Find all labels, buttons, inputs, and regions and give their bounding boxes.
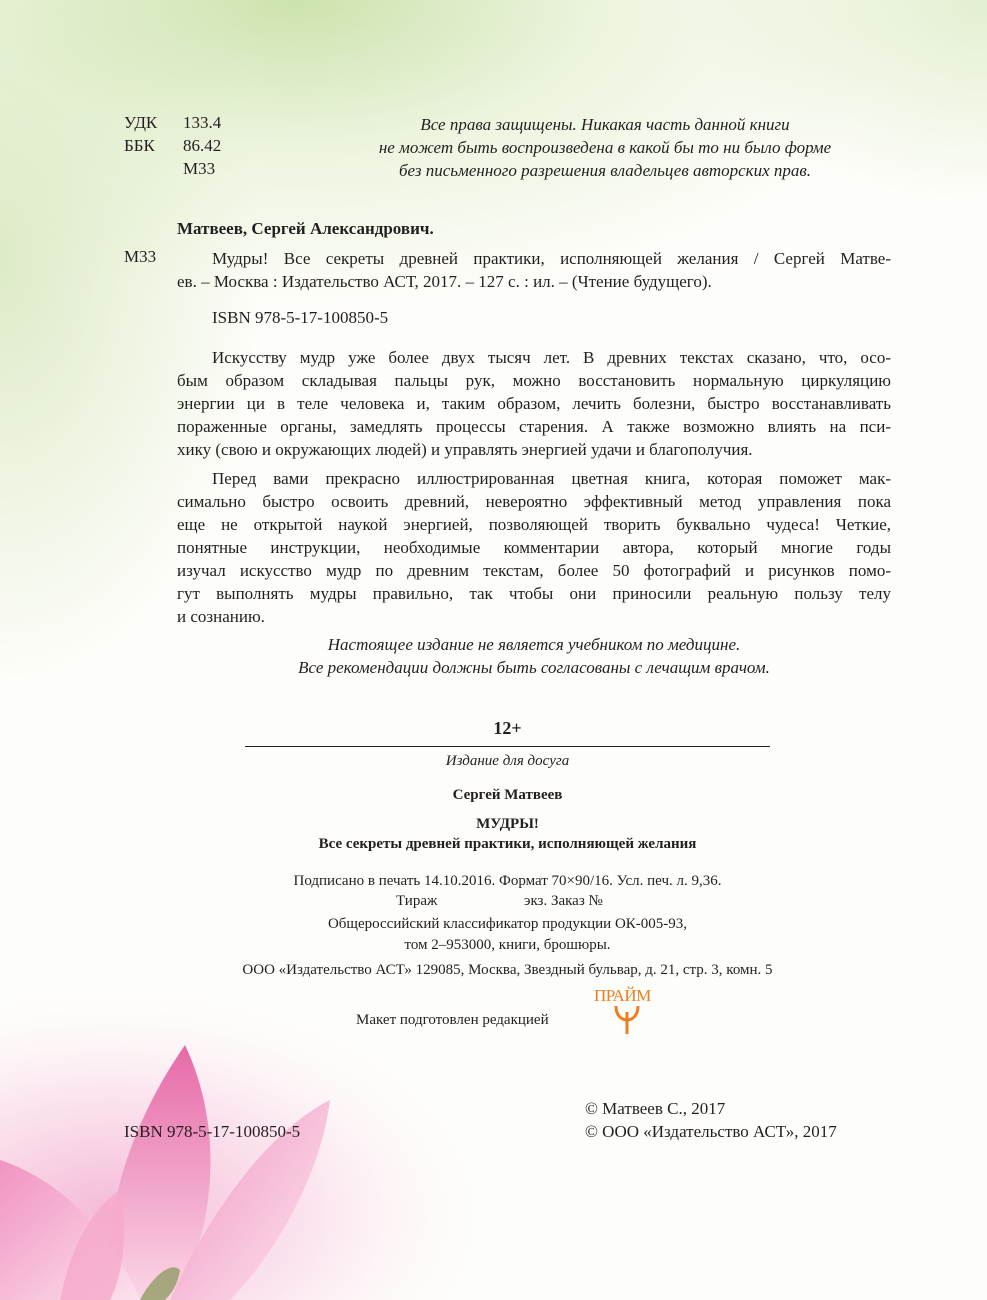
- abstract-paragraph-2: [177, 467, 891, 628]
- classifier-line-2: том 2–953000, книги, брошюры.: [404, 937, 611, 953]
- catalog-isbn: ISBN 978-5-17-100850-5: [212, 308, 389, 327]
- udk-label: УДК: [124, 113, 158, 132]
- imprint-subtitle: Все секреты древней практики, исполняющей желания: [318, 836, 697, 852]
- text-line: Перед вами прекрасно иллюстрированная цветная книга, которая поможет мак-: [212, 469, 891, 488]
- trident-icon: [612, 1004, 642, 1036]
- edition-type: Издание для досуга: [445, 753, 570, 769]
- author-heading: Матвеев, Сергей Александрович.: [177, 219, 434, 238]
- text-line: хику (свою и окружающих людей) и управлять энергией удачи и благополучия.: [177, 440, 753, 459]
- abstract-paragraph-1: [177, 346, 891, 461]
- age-rating: 12+: [493, 718, 522, 738]
- catalog-entry: [177, 247, 891, 293]
- disclaimer-line: Все рекомендации должны быть согласованы с лечащим врачом.: [298, 658, 770, 677]
- classifier-line-1: Общероссийский классификатор продукции ОК-005-93,: [327, 916, 688, 932]
- order-label: экз. Заказ №: [524, 893, 603, 909]
- bbk-value: 86.42: [183, 136, 222, 155]
- medical-disclaimer: [177, 633, 891, 679]
- divider: [245, 746, 770, 747]
- rights-line: не может быть воспроизведена в какой бы то ни было форме: [378, 138, 832, 157]
- rights-line: без письменного разрешения владельцев авторских прав.: [398, 161, 812, 180]
- text-line: бым образом складывая пальцы рук, можно восстановить нормальную циркуляцию: [177, 371, 891, 390]
- footer-isbn: ISBN 978-5-17-100850-5: [124, 1122, 301, 1141]
- text-line: гут выполнять мудры правильно, так чтобы они приносили реальную пользу телу: [177, 584, 891, 603]
- text-line: и сознанию.: [177, 607, 265, 626]
- text-line: понятные инструкции, необходимые комментарии автора, который многие годы: [177, 538, 891, 557]
- catalog-mark: М33: [124, 247, 157, 266]
- text-line: еще не открытой наукой энергией, позволяющей творить буквально чудеса! Четкие,: [177, 515, 891, 534]
- rights-notice: [320, 113, 890, 182]
- layout-by: Макет подготовлен редакцией: [356, 1012, 549, 1028]
- text-line: изучал искусство мудр по древним текстам, более 50 фотографий и рисунков помо-: [177, 561, 891, 580]
- udk-value: 133.4: [183, 113, 222, 132]
- run-label: Тираж: [396, 893, 438, 909]
- disclaimer-line: Настоящее издание не является учебником по медицине.: [327, 635, 741, 654]
- text-line: Искусству мудр уже более двух тысяч лет. В древних текстах сказано, что, осо-: [212, 348, 891, 367]
- catalog-entry-line: Мудры! Все секреты древней практики, исполняющей желания / Сергей Матве-: [212, 249, 891, 268]
- copyright-publisher: © ООО «Издательство АСТ», 2017: [585, 1122, 837, 1141]
- author-mark: М33: [183, 159, 216, 178]
- bbk-label: ББК: [124, 136, 155, 155]
- imprint-author: Сергей Матвеев: [452, 787, 563, 803]
- copyright-author: © Матвеев С., 2017: [585, 1099, 726, 1118]
- print-details: Подписано в печать 14.10.2016. Формат 70×90/16. Усл. печ. л. 9,36.: [293, 873, 722, 889]
- text-line: симально быстро освоить древний, невероятно эффективный метод управления пока: [177, 492, 891, 511]
- rights-line: Все права защищены. Никакая часть данной книги: [420, 115, 790, 134]
- prime-logo: [594, 986, 664, 1036]
- catalog-entry-line: ев. – Москва : Издательство АСТ, 2017. – 127 с. : ил. – (Чтение будущего).: [177, 272, 712, 291]
- publisher-address: ООО «Издательство АСТ» 129085, Москва, Звездный бульвар, д. 21, стр. 3, комн. 5: [242, 962, 773, 978]
- imprint-title: МУДРЫ!: [476, 816, 539, 832]
- text-line: энергии ци в теле человека и, таким образом, лечить болезни, быстро восстанавливать: [177, 394, 891, 413]
- logo-text: ПРАЙМ: [594, 986, 651, 1005]
- text-line: пораженные органы, замедлять процессы старения. А также возможно влиять на пси-: [177, 417, 891, 436]
